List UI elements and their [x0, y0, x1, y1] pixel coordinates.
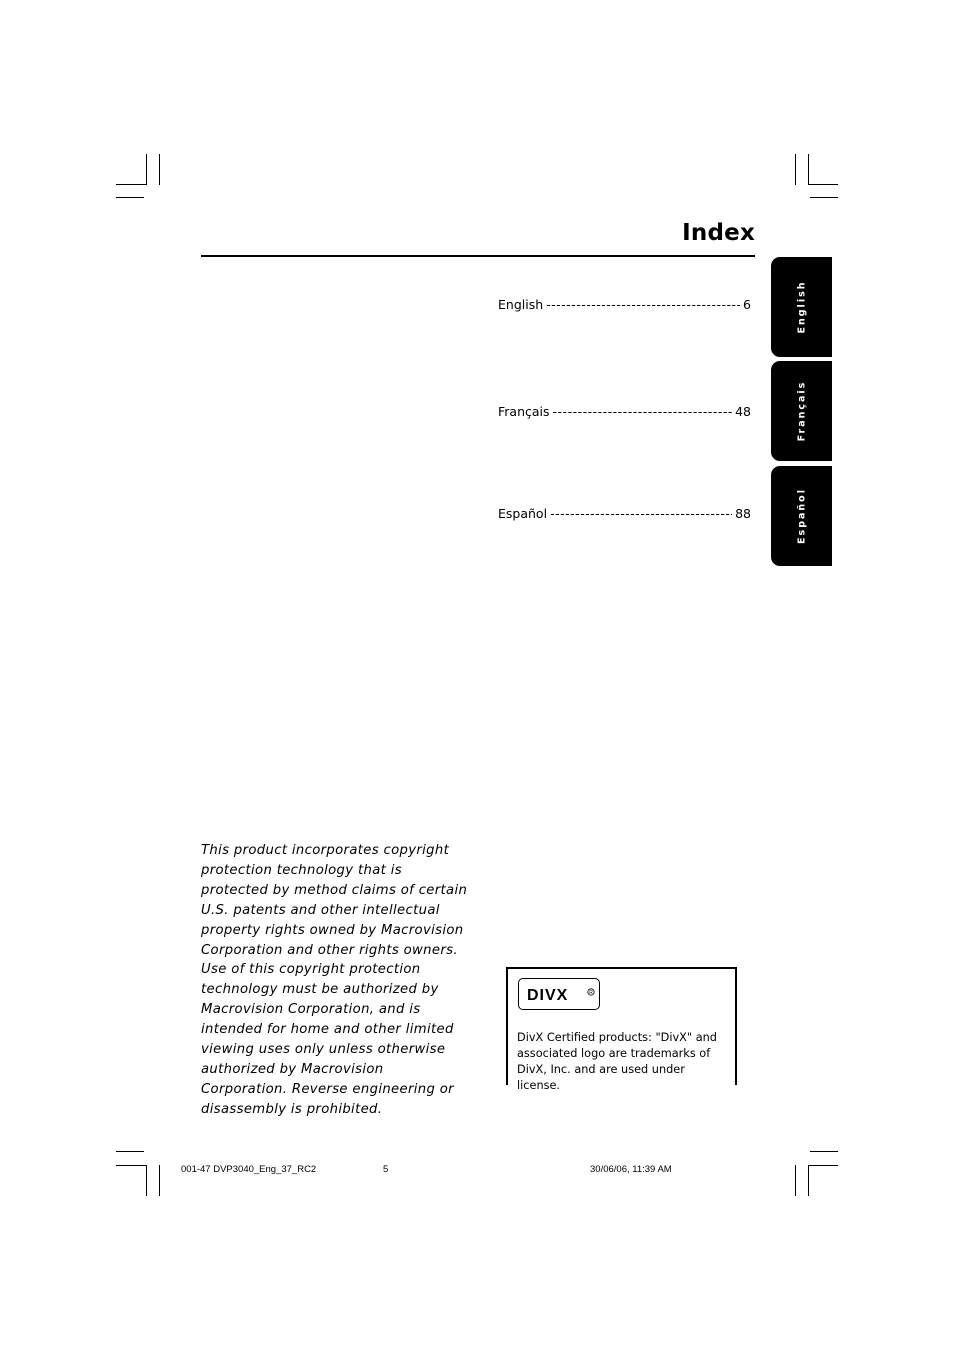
- crop-mark: [116, 197, 144, 198]
- crop-mark: [116, 1151, 144, 1152]
- tab-francais[interactable]: [771, 361, 832, 461]
- crop-mark: [146, 1165, 147, 1196]
- svg-text:R: R: [589, 990, 593, 996]
- toc-leader: [546, 297, 740, 312]
- divx-logo-text: DIVX: [527, 987, 569, 1004]
- crop-mark: [808, 184, 838, 185]
- crop-mark: [116, 1165, 146, 1166]
- crop-mark: [795, 154, 796, 185]
- divx-logo: [518, 978, 600, 1010]
- toc-label: Español: [498, 506, 548, 521]
- tab-label: Español: [796, 488, 807, 544]
- crop-mark: [810, 1151, 838, 1152]
- toc-label: English: [498, 297, 544, 312]
- crop-mark: [808, 1165, 809, 1196]
- crop-mark: [159, 154, 160, 185]
- crop-mark: [808, 154, 809, 185]
- page-title: Index: [682, 220, 755, 246]
- crop-mark: [146, 154, 147, 185]
- toc-leader: [550, 506, 732, 521]
- toc-page: 6: [743, 297, 751, 312]
- title-rule: [201, 255, 755, 257]
- toc-label: Français: [498, 404, 550, 419]
- divx-license-text: DivX Certified products: "DivX" and associated logo are trademarks of DivX, Inc. and are used under license.: [517, 1031, 717, 1092]
- footer-page-number: 5: [383, 1164, 389, 1175]
- toc-entry-francais[interactable]: [498, 404, 751, 419]
- divx-notice-box: [506, 967, 737, 1092]
- toc-page: 48: [735, 404, 751, 419]
- toc-leader: [553, 404, 733, 419]
- toc-entry-english[interactable]: [498, 297, 751, 312]
- crop-mark: [808, 1165, 838, 1166]
- toc-entry-espanol[interactable]: [498, 506, 751, 521]
- footer-filename: 001-47 DVP3040_Eng_37_RC2: [181, 1164, 317, 1175]
- crop-mark: [795, 1165, 796, 1196]
- footer-timestamp: 30/06/06, 11:39 AM: [590, 1164, 672, 1175]
- macrovision-notice: This product incorporates copyright protection technology that is protected by method claims of certain U.S. patents and other intellectual property rights owned by Macrovision Corporation and other rights owners. Use of this copyright protection technology must be authorized by Macrovision Corporation, and is intended for home and other limited viewing uses only unless otherwise authorized by Macrovision Corporation. Reverse engineering or disassembly is prohibited.: [201, 843, 468, 1117]
- tab-english[interactable]: [771, 257, 832, 357]
- crop-mark: [116, 184, 146, 185]
- tab-espanol[interactable]: [771, 466, 832, 566]
- divx-logo-mark: [519, 979, 598, 1008]
- toc-page: 88: [735, 506, 751, 521]
- tab-label: English: [796, 280, 807, 334]
- crop-mark: [159, 1165, 160, 1196]
- crop-mark: [810, 197, 838, 198]
- tab-label: Français: [796, 380, 807, 442]
